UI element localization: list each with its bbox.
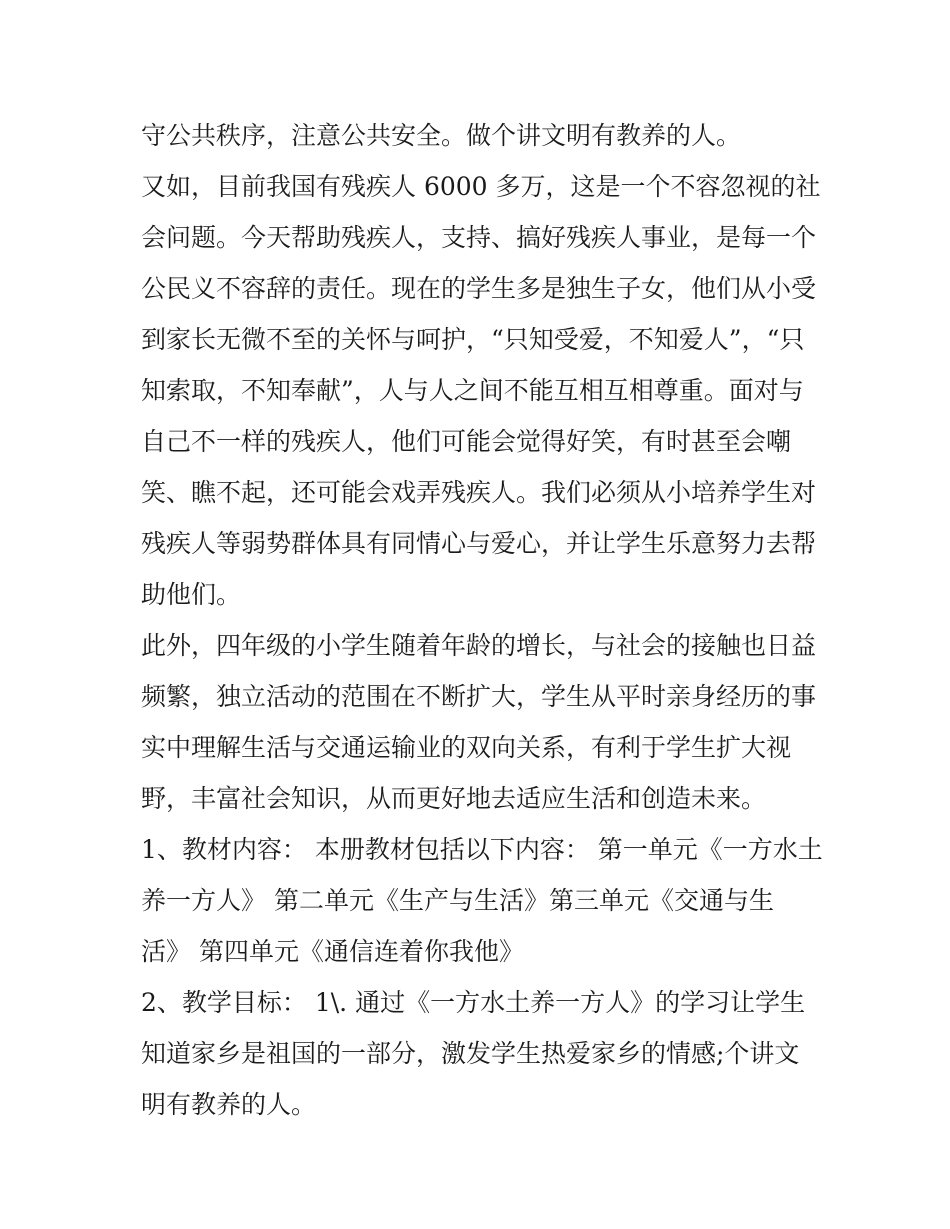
text-line: 自己不一样的残疾人，他们可能会觉得好笑，有时甚至会嘲 — [141, 427, 792, 456]
text-line: 公民义不容辞的责任。现在的学生多是独生子女，他们从小受 — [141, 274, 817, 303]
text-line: 残疾人等弱势群体具有同情心与爱心，并让学生乐意努力去帮 — [141, 529, 817, 558]
text-line: 明有教养的人。 — [141, 1090, 317, 1119]
text-line: 2、教学目标： 1\. 通过《一方水土养一方人》的学习让学生 — [141, 988, 806, 1017]
text-line: 此外，四年级的小学生随着年龄的增长，与社会的接触也日益 — [141, 631, 817, 660]
text-line: 助他们。 — [141, 580, 242, 609]
text-line: 野，丰富社会知识，从而更好地去适应生活和创造未来。 — [141, 784, 767, 813]
text-line: 知索取，不知奉献”，人与人之间不能互相互相尊重。面对与 — [141, 376, 804, 405]
text-line: 到家长无微不至的关怀与呵护，“只知受爱，不知爱人”，“只 — [141, 325, 805, 354]
text-line: 守公共秩序，注意公共安全。做个讲文明有教养的人。 — [141, 121, 742, 150]
text-line: 又如，目前我国有残疾人 6000 多万，这是一个不容忽视的社 — [141, 172, 821, 201]
text-line: 活》 第四单元《通信连着你我他》 — [141, 937, 524, 966]
text-line: 实中理解生活与交通运输业的双向关系，有利于学生扩大视 — [141, 733, 792, 762]
text-line: 笑、瞧不起，还可能会戏弄残疾人。我们必须从小培养学生对 — [141, 478, 817, 507]
document-body — [141, 110, 821, 1130]
text-line: 频繁，独立活动的范围在不断扩大，学生从平时亲身经历的事 — [141, 682, 817, 711]
text-line: 会问题。今天帮助残疾人，支持、搞好残疾人事业，是每一个 — [141, 223, 817, 252]
text-line: 知道家乡是祖国的一部分，激发学生热爱家乡的情感;个讲文 — [141, 1039, 800, 1068]
text-line: 1、教材内容： 本册教材包括以下内容： 第一单元《一方水土 — [141, 835, 823, 864]
text-line: 养一方人》 第二单元《生产与生活》第三单元《交通与生 — [141, 886, 774, 915]
